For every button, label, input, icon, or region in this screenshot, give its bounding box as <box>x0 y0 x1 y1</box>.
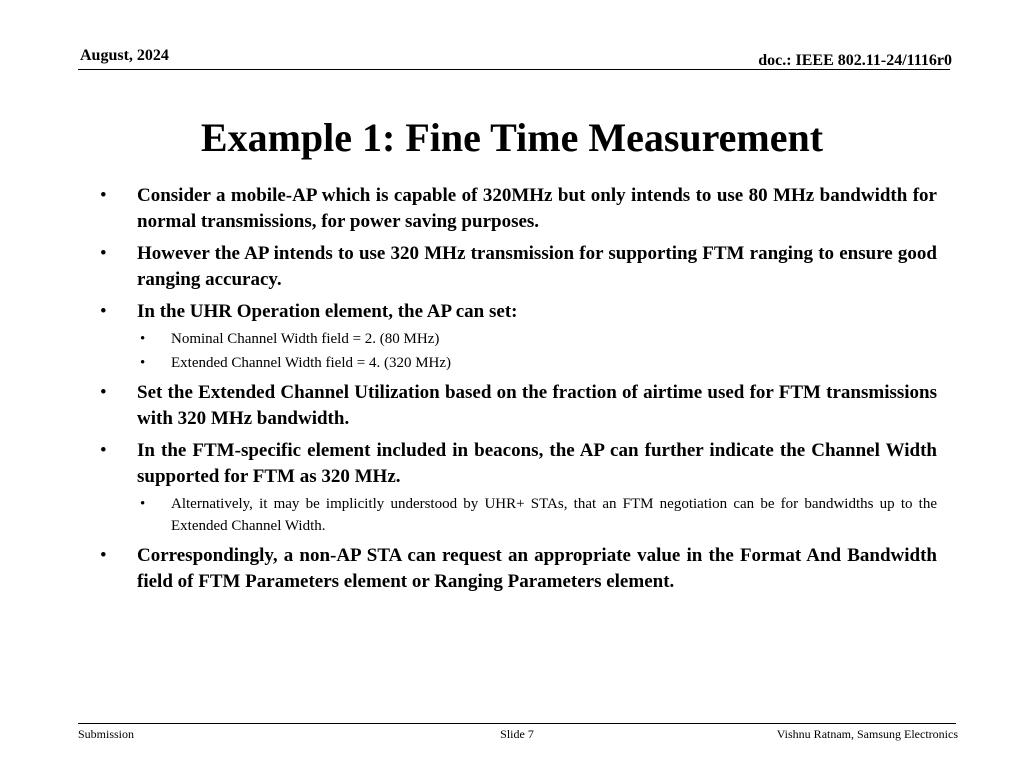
footer-slide-number: Slide 7 <box>500 727 534 741</box>
bullet-marker: • <box>100 301 107 322</box>
sub-bullet-5-1-text: Alternatively, it may be implicitly understood by UHR+ STAs, that an FTM negotiation can be for bandwidths up to the Extended Channel Width. <box>171 496 937 534</box>
bullet-6 <box>100 543 937 595</box>
sub-bullet-5-1 <box>100 493 937 537</box>
footer-divider <box>78 723 956 724</box>
bullet-marker: • <box>100 243 107 264</box>
sub-bullet-3-2-text: Extended Channel Width field = 4. (320 MHz) <box>171 355 452 371</box>
sub-bullet-3-1 <box>100 328 937 350</box>
bullet-marker: • <box>100 545 107 566</box>
bullet-6-text: Correspondingly, a non-AP STA can request an appropriate value in the Format And Bandwidth field of FTM Parameters element or Ranging Parameters element. <box>137 545 937 592</box>
bullet-marker: • <box>100 382 107 403</box>
bullet-marker: • <box>100 185 107 206</box>
footer-author: Vishnu Ratnam, Samsung Electronics <box>776 727 958 741</box>
header-divider <box>78 69 950 70</box>
sub-bullet-3-1-text: Nominal Channel Width field = 2. (80 MHz) <box>171 331 440 347</box>
bullet-2 <box>100 241 937 293</box>
bullet-4-text: Set the Extended Channel Utilization based on the fraction of airtime used for FTM transmissions with 320 MHz bandwidth. <box>137 382 937 429</box>
header-date: August, 2024 <box>80 47 169 64</box>
bullet-4 <box>100 380 937 432</box>
sub-bullet-marker: • <box>140 331 146 347</box>
bullet-5-subitems <box>100 493 937 537</box>
bullet-3-text: In the UHR Operation element, the AP can set: <box>137 301 518 322</box>
bullet-5 <box>100 438 937 490</box>
footer-submission: Submission <box>78 727 135 741</box>
bullet-3-subitems <box>100 328 937 374</box>
bullet-marker: • <box>100 440 107 461</box>
bullet-3 <box>100 299 937 325</box>
sub-bullet-3-2 <box>100 352 937 374</box>
slide-title: Example 1: Fine Time Measurement <box>200 115 824 160</box>
header-doc-id: doc.: IEEE 802.11-24/1116r0 <box>758 52 952 69</box>
bullet-5-text: In the FTM-specific element included in beacons, the AP can further indicate the Channel Width supported for FTM as 320 MHz. <box>137 440 937 487</box>
slide-body <box>100 183 937 601</box>
sub-bullet-marker: • <box>140 496 146 512</box>
bullet-1-text: Consider a mobile-AP which is capable of 320MHz but only intends to use 80 MHz bandwidth for normal transmissions, for power saving purposes. <box>137 185 937 232</box>
bullet-2-text: However the AP intends to use 320 MHz transmission for supporting FTM ranging to ensure good ranging accuracy. <box>137 243 937 290</box>
sub-bullet-marker: • <box>140 355 146 371</box>
bullet-1 <box>100 183 937 235</box>
